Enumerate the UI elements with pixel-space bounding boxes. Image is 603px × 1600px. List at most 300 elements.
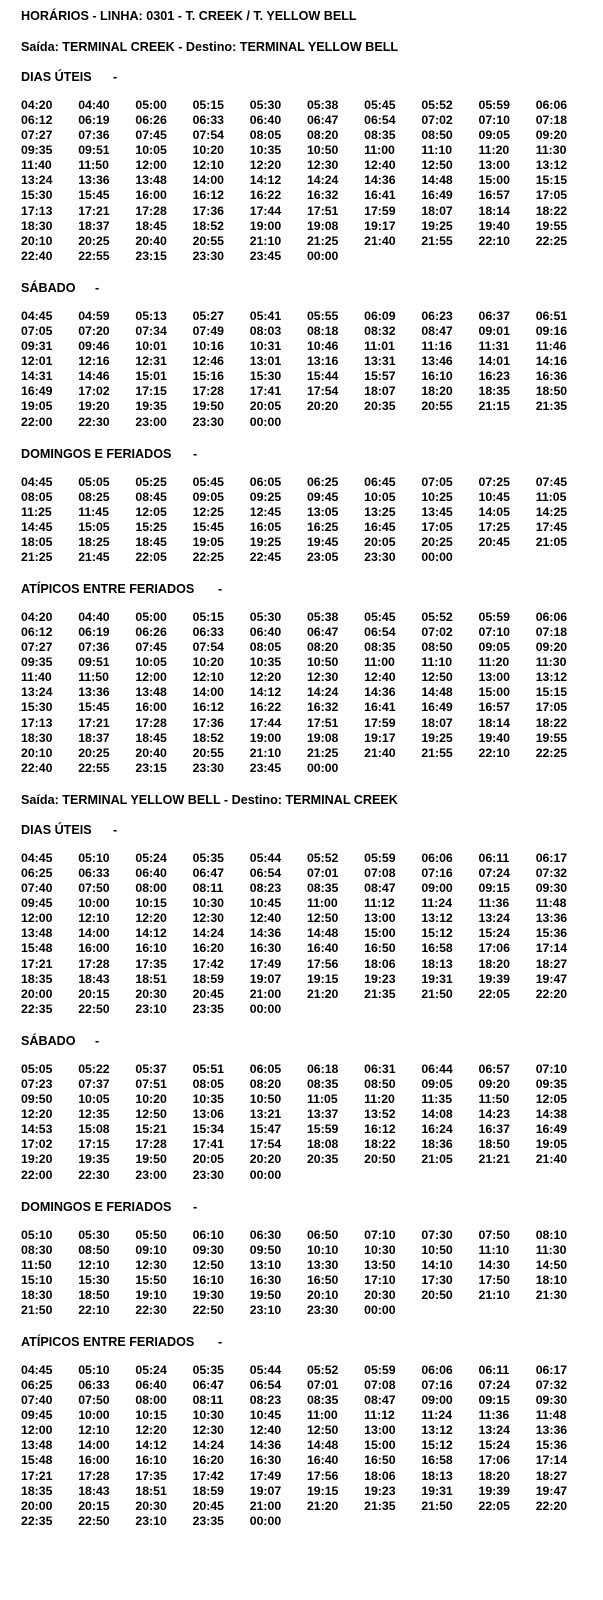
departure-time: 20:10 — [21, 233, 53, 248]
departure-time: 15:48 — [21, 941, 53, 956]
departure-time: 11:00 — [306, 1408, 338, 1423]
departure-time: 05:37 — [135, 1062, 167, 1076]
departure-time: 06:11 — [478, 1363, 510, 1377]
section-dash: - — [193, 447, 198, 461]
departure-time: 18:51 — [135, 971, 167, 986]
departure-time: 18:43 — [78, 1483, 110, 1498]
time-grid — [21, 851, 593, 1017]
departure-time: 18:52 — [192, 218, 225, 233]
departure-time: 06:47 — [192, 866, 225, 881]
departure-time: 05:52 — [421, 610, 453, 624]
departure-time: 11:10 — [421, 143, 453, 158]
departure-time: 05:24 — [135, 851, 167, 865]
departure-time: 23:30 — [192, 1167, 225, 1182]
departure-time: 13:48 — [135, 173, 167, 188]
departure-time: 22:40 — [21, 760, 53, 775]
departure-time: 09:51 — [78, 143, 110, 158]
departure-time: 10:15 — [135, 1408, 167, 1423]
departure-time: 20:25 — [78, 233, 110, 248]
departure-time: 12:50 — [421, 158, 453, 173]
departure-time: 17:35 — [135, 956, 167, 971]
departure-time: 15:01 — [135, 369, 167, 384]
section-heading-sabado — [21, 1033, 76, 1049]
departure-time: 14:45 — [21, 520, 53, 535]
departure-time: 18:35 — [478, 384, 510, 399]
departure-time: 09:20 — [478, 1077, 510, 1092]
departure-time: 14:00 — [78, 926, 110, 941]
section-name: ATÍPICOS ENTRE FERIADOS — [21, 582, 195, 596]
departure-time: 13:06 — [192, 1107, 225, 1122]
departure-time: 08:47 — [364, 881, 396, 896]
departure-time: 00:00 — [249, 414, 282, 429]
departure-time: 18:35 — [21, 1483, 53, 1498]
departure-time: 08:20 — [306, 640, 339, 655]
departure-time: 11:05 — [535, 490, 567, 505]
departure-time: 19:39 — [478, 971, 510, 986]
departure-time: 21:35 — [364, 986, 396, 1001]
departure-time: 06:06 — [421, 851, 453, 865]
departure-time: 10:35 — [249, 655, 282, 670]
departure-time: 16:23 — [478, 369, 510, 384]
departure-time: 21:10 — [249, 745, 282, 760]
departure-time: 05:52 — [306, 1363, 339, 1377]
departure-time: 08:35 — [306, 1393, 339, 1408]
departure-time: 08:50 — [421, 640, 453, 655]
departure-time: 17:28 — [192, 384, 225, 399]
departure-time: 15:24 — [478, 1438, 510, 1453]
departure-time: 06:06 — [535, 610, 568, 624]
departure-time: 14:46 — [78, 369, 110, 384]
departure-time: 18:30 — [21, 1288, 53, 1303]
departure-time: 11:10 — [478, 1243, 510, 1258]
departure-time: 09:05 — [192, 490, 225, 505]
departure-time: 16:12 — [192, 700, 225, 715]
departure-time: 14:48 — [421, 173, 453, 188]
departure-time: 16:49 — [535, 1122, 568, 1137]
departure-time: 11:31 — [478, 339, 510, 354]
departure-time: 13:48 — [21, 926, 53, 941]
departure-time: 06:40 — [249, 625, 282, 640]
departure-time: 15:15 — [535, 173, 568, 188]
departure-time: 07:18 — [535, 625, 568, 640]
departure-time: 13:36 — [535, 1423, 568, 1438]
section-dash: - — [218, 1335, 223, 1349]
departure-time: 16:30 — [249, 1273, 282, 1288]
departure-time: 18:10 — [535, 1273, 568, 1288]
departure-time: 07:01 — [306, 866, 339, 881]
section-dash: - — [113, 823, 118, 837]
departure-time: 12:00 — [135, 158, 167, 173]
departure-time: 17:05 — [535, 700, 568, 715]
departure-time: 20:30 — [135, 986, 167, 1001]
departure-time: 07:05 — [21, 324, 53, 339]
departure-time: 07:50 — [78, 1393, 110, 1408]
departure-time: 22:30 — [78, 1167, 110, 1182]
departure-time: 09:05 — [421, 1077, 453, 1092]
departure-time: 20:15 — [78, 1498, 110, 1513]
departure-time: 17:10 — [364, 1273, 396, 1288]
departure-time: 09:45 — [21, 1408, 53, 1423]
departure-time: 18:37 — [78, 218, 110, 233]
departure-time: 07:25 — [478, 475, 510, 489]
departure-time: 22:35 — [21, 1001, 53, 1016]
departure-time: 12:00 — [135, 670, 167, 685]
departure-time: 18:20 — [421, 384, 453, 399]
departure-time: 17:25 — [478, 520, 510, 535]
departure-time: 12:50 — [421, 670, 453, 685]
departure-time: 07:49 — [192, 324, 225, 339]
departure-time: 15:00 — [364, 1438, 396, 1453]
departure-time: 23:05 — [306, 550, 339, 565]
departure-time: 23:15 — [135, 760, 167, 775]
departure-time: 09:05 — [478, 640, 510, 655]
departure-time: 08:35 — [364, 128, 396, 143]
departure-time: 13:50 — [364, 1258, 396, 1273]
departure-time: 05:35 — [192, 1363, 225, 1377]
departure-time: 18:45 — [135, 730, 167, 745]
departure-time: 14:12 — [135, 1438, 167, 1453]
departure-time: 21:00 — [249, 986, 282, 1001]
departure-time: 10:45 — [478, 490, 510, 505]
departure-time: 23:35 — [192, 1513, 225, 1528]
departure-time: 11:20 — [478, 655, 510, 670]
departure-time: 13:01 — [249, 354, 282, 369]
departure-time: 20:45 — [192, 986, 225, 1001]
departure-time: 15:10 — [21, 1273, 53, 1288]
departure-time: 13:24 — [21, 685, 53, 700]
departure-time: 10:30 — [192, 1408, 225, 1423]
departure-time: 20:15 — [78, 986, 110, 1001]
departure-time: 18:36 — [421, 1137, 453, 1152]
departure-time: 12:40 — [249, 1423, 282, 1438]
departure-time: 07:51 — [135, 1077, 167, 1092]
departure-time: 08:23 — [249, 1393, 282, 1408]
departure-time: 11:46 — [535, 339, 567, 354]
departure-time: 07:40 — [21, 1393, 53, 1408]
direction-label-creek-to-yellow-bell: Saída: TERMINAL CREEK - Destino: TERMINAL YELLOW BELL — [21, 40, 399, 54]
departure-time: 04:40 — [78, 98, 110, 112]
departure-time: 20:55 — [192, 745, 225, 760]
departure-time: 19:50 — [192, 399, 225, 414]
departure-time: 06:10 — [192, 1228, 225, 1242]
departure-time: 22:45 — [249, 550, 282, 565]
departure-time: 07:54 — [192, 128, 225, 143]
departure-time: 22:20 — [535, 986, 568, 1001]
departure-time: 19:17 — [364, 218, 396, 233]
departure-time: 18:22 — [535, 715, 568, 730]
departure-time: 14:23 — [478, 1107, 510, 1122]
departure-time: 14:12 — [249, 173, 282, 188]
departure-time: 16:12 — [192, 188, 225, 203]
departure-time: 16:41 — [364, 188, 396, 203]
departure-time: 12:10 — [78, 911, 110, 926]
departure-time: 09:45 — [306, 490, 339, 505]
departure-time: 16:24 — [421, 1122, 453, 1137]
departure-time: 22:25 — [535, 745, 568, 760]
departure-time: 16:00 — [135, 188, 167, 203]
departure-time: 12:16 — [78, 354, 110, 369]
departure-time: 07:16 — [421, 866, 453, 881]
departure-time: 06:47 — [192, 1378, 225, 1393]
departure-time: 06:17 — [535, 1363, 568, 1377]
departure-time: 18:06 — [364, 956, 396, 971]
departure-time: 16:40 — [306, 1453, 339, 1468]
departure-time: 22:20 — [535, 1498, 568, 1513]
departure-time: 06:25 — [21, 1378, 53, 1393]
departure-time: 09:51 — [78, 655, 110, 670]
departure-time: 23:30 — [192, 760, 225, 775]
departure-time: 20:25 — [78, 745, 110, 760]
departure-time: 06:54 — [364, 625, 396, 640]
departure-time: 18:14 — [478, 203, 510, 218]
departure-time: 10:31 — [249, 339, 282, 354]
departure-time: 10:30 — [192, 896, 225, 911]
departure-time: 16:32 — [306, 188, 339, 203]
departure-time: 21:55 — [421, 233, 453, 248]
departure-time: 21:30 — [535, 1288, 568, 1303]
departure-time: 10:05 — [78, 1092, 110, 1107]
time-grid — [21, 475, 593, 565]
departure-time: 10:50 — [421, 1243, 453, 1258]
section-heading-domingos-feriados — [21, 1199, 171, 1215]
departure-time: 17:28 — [78, 956, 110, 971]
departure-time: 13:21 — [249, 1107, 282, 1122]
departure-time: 19:39 — [478, 1483, 510, 1498]
departure-time: 09:10 — [135, 1243, 167, 1258]
direction-label-yellow-bell-to-creek: Saída: TERMINAL YELLOW BELL - Destino: TERMINAL CREEK — [21, 793, 398, 807]
departure-time: 12:35 — [78, 1107, 110, 1122]
departure-time: 16:41 — [364, 700, 396, 715]
departure-time: 21:05 — [535, 535, 568, 550]
departure-time: 18:07 — [421, 203, 453, 218]
departure-time: 13:10 — [249, 1258, 282, 1273]
departure-time: 12:10 — [78, 1258, 110, 1273]
departure-time: 18:50 — [535, 384, 568, 399]
departure-time: 16:12 — [364, 1122, 396, 1137]
departure-time: 22:05 — [478, 1498, 510, 1513]
departure-time: 11:01 — [364, 339, 395, 354]
departure-time: 05:13 — [135, 309, 167, 323]
departure-time: 07:27 — [21, 128, 53, 143]
departure-time: 07:24 — [478, 866, 510, 881]
departure-time: 06:33 — [192, 113, 225, 128]
departure-time: 18:52 — [192, 730, 225, 745]
departure-time: 09:50 — [249, 1243, 282, 1258]
departure-time: 12:50 — [306, 1423, 339, 1438]
departure-time: 05:52 — [421, 98, 453, 112]
departure-time: 21:40 — [364, 233, 396, 248]
departure-time: 17:50 — [478, 1273, 510, 1288]
departure-time: 11:10 — [421, 655, 453, 670]
departure-time: 06:44 — [421, 1062, 453, 1076]
departure-time: 20:05 — [364, 535, 396, 550]
departure-time: 20:55 — [192, 233, 225, 248]
departure-time: 16:45 — [364, 520, 396, 535]
departure-time: 19:50 — [135, 1152, 167, 1167]
departure-time: 09:30 — [535, 1393, 568, 1408]
departure-time: 14:36 — [249, 1438, 282, 1453]
departure-time: 13:37 — [306, 1107, 339, 1122]
departure-time: 11:24 — [421, 896, 453, 911]
departure-time: 12:10 — [192, 158, 225, 173]
departure-time: 09:30 — [535, 881, 568, 896]
departure-time: 06:18 — [306, 1062, 339, 1076]
departure-time: 06:40 — [249, 113, 282, 128]
departure-time: 16:00 — [135, 700, 167, 715]
departure-time: 17:35 — [135, 1468, 167, 1483]
departure-time: 14:00 — [192, 685, 225, 700]
departure-time: 22:00 — [21, 1167, 53, 1182]
time-grid — [21, 98, 593, 264]
departure-time: 08:00 — [135, 881, 167, 896]
departure-time: 16:30 — [249, 1453, 282, 1468]
departure-time: 06:47 — [306, 625, 339, 640]
departure-time: 10:50 — [306, 143, 339, 158]
departure-time: 19:08 — [306, 730, 339, 745]
departure-time: 18:45 — [135, 535, 167, 550]
departure-time: 18:59 — [192, 971, 225, 986]
departure-time: 12:20 — [249, 670, 282, 685]
departure-time: 17:02 — [78, 384, 110, 399]
departure-time: 06:26 — [135, 625, 167, 640]
departure-time: 07:36 — [78, 128, 110, 143]
departure-time: 05:24 — [135, 1363, 167, 1377]
departure-time: 13:48 — [135, 685, 167, 700]
departure-time: 16:36 — [535, 369, 568, 384]
departure-time: 22:00 — [21, 414, 53, 429]
departure-time: 17:45 — [535, 520, 568, 535]
departure-time: 07:27 — [21, 640, 53, 655]
departure-time: 09:31 — [21, 339, 53, 354]
departure-time: 14:00 — [192, 173, 225, 188]
section-heading-domingos-feriados — [21, 446, 171, 462]
departure-time: 17:13 — [21, 203, 53, 218]
departure-time: 15:12 — [421, 1438, 453, 1453]
departure-time: 14:53 — [21, 1122, 53, 1137]
departure-time: 07:37 — [78, 1077, 110, 1092]
departure-time: 06:09 — [364, 309, 396, 323]
departure-time: 11:16 — [421, 339, 453, 354]
departure-time: 09:15 — [478, 1393, 510, 1408]
departure-time: 15:21 — [135, 1122, 167, 1137]
departure-time: 17:36 — [192, 715, 225, 730]
departure-time: 10:05 — [135, 655, 167, 670]
section-dash: - — [95, 281, 100, 295]
departure-time: 18:35 — [21, 971, 53, 986]
departure-time: 11:30 — [535, 143, 567, 158]
departure-time: 10:35 — [192, 1092, 225, 1107]
departure-time: 08:50 — [421, 128, 453, 143]
departure-time: 10:10 — [306, 1243, 339, 1258]
departure-time: 11:40 — [21, 158, 52, 173]
departure-time: 22:10 — [78, 1303, 110, 1318]
departure-time: 10:50 — [306, 655, 339, 670]
departure-time: 20:35 — [306, 1152, 339, 1167]
departure-time: 15:45 — [78, 188, 110, 203]
departure-time: 19:10 — [135, 1288, 167, 1303]
departure-time: 20:30 — [135, 1498, 167, 1513]
departure-time: 12:00 — [21, 1423, 53, 1438]
departure-time: 22:35 — [21, 1513, 53, 1528]
departure-time: 15:47 — [249, 1122, 282, 1137]
departure-time: 00:00 — [249, 1167, 282, 1182]
departure-time: 20:30 — [364, 1288, 396, 1303]
departure-time: 16:00 — [78, 941, 110, 956]
departure-time: 16:10 — [135, 941, 167, 956]
departure-time: 05:30 — [78, 1228, 110, 1242]
departure-time: 05:27 — [192, 309, 225, 323]
departure-time: 08:20 — [249, 1077, 282, 1092]
departure-time: 21:15 — [478, 399, 510, 414]
departure-time: 21:25 — [306, 233, 339, 248]
departure-time: 00:00 — [306, 248, 339, 263]
departure-time: 17:41 — [249, 384, 282, 399]
departure-time: 21:20 — [306, 1498, 339, 1513]
departure-time: 17:05 — [535, 188, 568, 203]
departure-time: 18:07 — [364, 384, 396, 399]
departure-time: 05:52 — [306, 851, 339, 865]
departure-time: 05:30 — [249, 98, 282, 112]
departure-time: 20:55 — [421, 399, 453, 414]
departure-time: 13:24 — [478, 1423, 510, 1438]
departure-time: 05:38 — [306, 610, 339, 624]
departure-time: 20:20 — [306, 399, 339, 414]
departure-time: 13:24 — [21, 173, 53, 188]
departure-time: 12:45 — [249, 505, 282, 520]
departure-time: 21:35 — [364, 1498, 396, 1513]
departure-time: 06:47 — [306, 113, 339, 128]
departure-time: 14:36 — [249, 926, 282, 941]
departure-time: 17:02 — [21, 1137, 53, 1152]
departure-time: 10:35 — [249, 143, 282, 158]
departure-time: 17:21 — [21, 956, 53, 971]
departure-time: 06:25 — [306, 475, 339, 489]
departure-time: 20:45 — [478, 535, 510, 550]
departure-time: 17:56 — [306, 956, 339, 971]
departure-time: 10:00 — [78, 896, 110, 911]
departure-time: 16:37 — [478, 1122, 510, 1137]
departure-time: 08:45 — [135, 490, 167, 505]
departure-time: 16:10 — [421, 369, 453, 384]
departure-time: 11:30 — [535, 655, 567, 670]
departure-time: 21:25 — [306, 745, 339, 760]
departure-time: 08:03 — [249, 324, 282, 339]
departure-time: 12:10 — [192, 670, 225, 685]
departure-time: 13:36 — [535, 911, 568, 926]
departure-time: 19:07 — [249, 971, 282, 986]
departure-time: 08:35 — [364, 640, 396, 655]
departure-time: 06:54 — [249, 1378, 282, 1393]
departure-time: 19:20 — [78, 399, 110, 414]
departure-time: 07:30 — [421, 1228, 453, 1242]
departure-time: 11:50 — [21, 1258, 52, 1273]
departure-time: 05:55 — [306, 309, 339, 323]
departure-time: 23:30 — [192, 248, 225, 263]
departure-time: 23:45 — [249, 248, 282, 263]
departure-time: 18:50 — [478, 1137, 510, 1152]
departure-time: 09:20 — [535, 640, 568, 655]
departure-time: 18:08 — [306, 1137, 339, 1152]
departure-time: 15:08 — [78, 1122, 110, 1137]
departure-time: 12:20 — [135, 1423, 167, 1438]
section-dash: - — [193, 1200, 198, 1214]
departure-time: 14:24 — [192, 926, 225, 941]
departure-time: 18:05 — [21, 535, 53, 550]
departure-time: 20:05 — [249, 399, 282, 414]
departure-time: 06:25 — [21, 866, 53, 881]
departure-time: 12:25 — [192, 505, 225, 520]
departure-time: 06:51 — [535, 309, 568, 323]
